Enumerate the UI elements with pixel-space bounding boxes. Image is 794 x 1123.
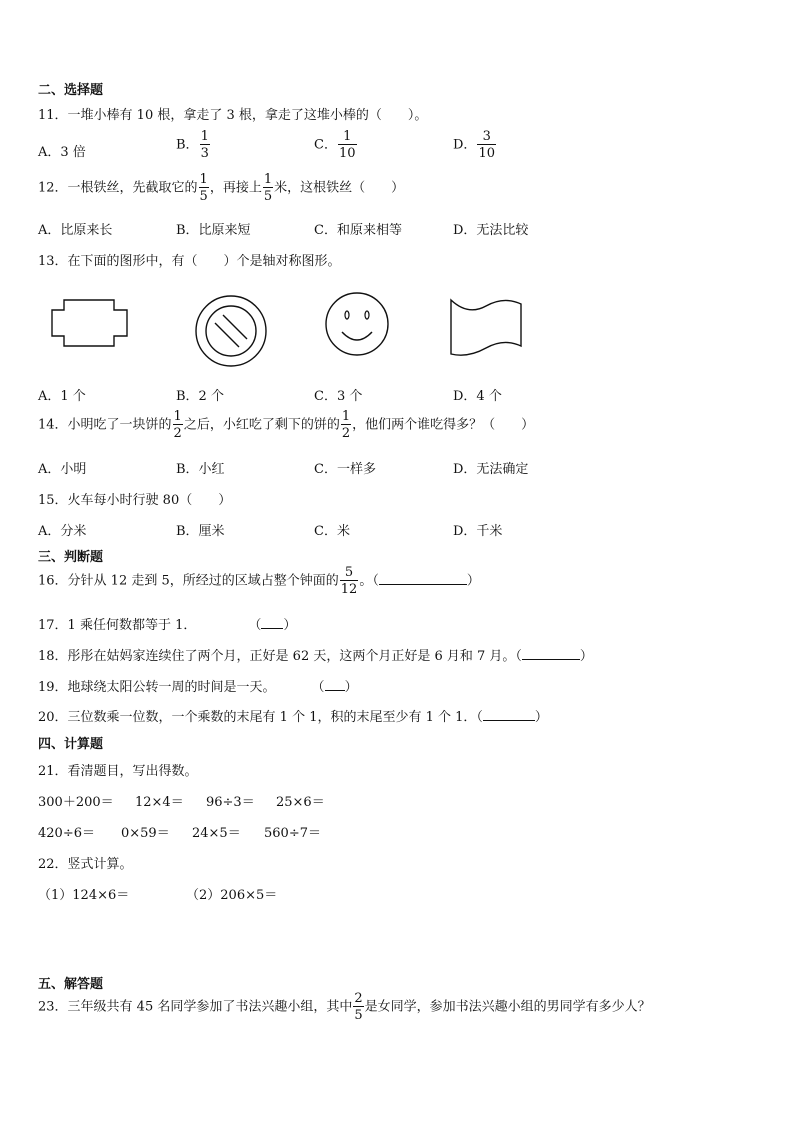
q15-stem: 15．火车每小时行驶 80（ ）	[38, 493, 232, 508]
answer-blank[interactable]	[379, 572, 467, 585]
section-heading-solve: 五、解答题	[38, 977, 104, 992]
q11-option-a: A．3 倍	[38, 145, 86, 160]
q22-stem: 22．竖式计算。	[38, 857, 133, 872]
q14-stem: 14．小明吃了一块饼的 $\frac{1}{2}$ 之后，小红吃了剩下的饼的 $\frac{1}{2}$ ，他们两个谁吃得多？（ ）	[38, 409, 535, 441]
q23-stem: 23．三年级共有 45 名同学参加了书法兴趣小组，其中 $\frac{2}{5}$ 是女同学，参加书法兴趣小组的男同学有多少人？	[38, 991, 651, 1023]
q13-option-c: C．3 个	[314, 389, 363, 404]
q12-option-c: C．和原来相等	[314, 223, 402, 238]
q22-part-2: （2）206×5＝	[186, 888, 278, 903]
q11-option-d: D． $\frac{3}{10}$	[453, 129, 495, 161]
answer-blank[interactable]	[261, 616, 283, 629]
q20-stem: 20．三位数乘一位数，一个乘数的末尾有 1 个 1，积的末尾至少有 1 个 1．（ ）	[38, 710, 548, 725]
calc-item: 420÷6＝	[38, 826, 95, 841]
q13-option-d: D．4 个	[453, 389, 502, 404]
calc-item: 12×4＝	[135, 795, 184, 810]
figure-no-entry-circle	[192, 294, 270, 368]
q12-stem: 12．一根铁丝，先截取它的 $\frac{1}{5}$ ，再接上 $\frac{1}{5}$ 米，这根铁丝（ ）	[38, 172, 405, 204]
calc-item: 0×59＝	[121, 826, 170, 841]
fraction: $\frac{3}{10}$	[478, 129, 495, 161]
fraction: $\frac{1}{2}$	[173, 409, 182, 441]
q22-part-1: （1）124×6＝	[38, 888, 130, 903]
calc-item: 300＋200＝	[38, 795, 114, 810]
q21-stem: 21．看清题目，写出得数。	[38, 764, 198, 779]
q14-option-c: C．一样多	[314, 462, 376, 477]
calc-item: 25×6＝	[276, 795, 325, 810]
section-heading-choice: 二、选择题	[38, 83, 104, 98]
q19-stem: 19．地球绕太阳公转一周的时间是一天。 （ ）	[38, 680, 358, 695]
q12-option-b: B．比原来短	[176, 223, 251, 238]
q14-option-a: A．小明	[38, 462, 87, 477]
q15-option-d: D．千米	[453, 524, 503, 539]
fraction: $\frac{1}{10}$	[338, 129, 356, 161]
q13-stem: 13．在下面的图形中，有（ ）个是轴对称图形。	[38, 254, 341, 269]
q15-option-b: B．厘米	[176, 524, 225, 539]
figure-notched-rectangle	[50, 298, 130, 348]
q15-option-a: A．分米	[38, 524, 87, 539]
q12-option-d: D．无法比较	[453, 223, 529, 238]
answer-blank[interactable]	[522, 647, 580, 660]
q14-option-b: B．小红	[176, 462, 225, 477]
fraction: $\frac{1}{3}$	[200, 129, 209, 161]
answer-blank[interactable]	[483, 708, 535, 721]
section-heading-calc: 四、计算题	[38, 737, 104, 752]
fraction: $\frac{1}{2}$	[341, 409, 351, 441]
q12-option-a: A．比原来长	[38, 223, 113, 238]
q13-option-a: A．1 个	[38, 389, 86, 404]
q11-option-b: B． $\frac{1}{3}$	[176, 129, 209, 161]
q16-stem: 16．分针从 12 走到 5，所经过的区域占整个钟面的 $\frac{5}{12}$ 。（ ）	[38, 565, 480, 597]
q15-option-c: C．米	[314, 524, 350, 539]
q13-option-b: B．2 个	[176, 389, 224, 404]
q18-stem: 18．彤彤在姑妈家连续住了两个月，正好是 62 天，这两个月正好是 6 月和 7 月。（ ）	[38, 649, 593, 664]
calc-item: 96÷3＝	[206, 795, 255, 810]
answer-blank[interactable]	[325, 678, 345, 691]
figure-wavy-flag	[448, 296, 524, 358]
q11-stem: 11．一堆小棒有 10 根，拿走了 3 根，拿走了这堆小棒的（ ）。	[38, 108, 428, 123]
calc-item: 24×5＝	[192, 826, 241, 841]
q11-option-c: C． $\frac{1}{10}$	[314, 129, 356, 161]
q17-stem: 17．1 乘任何数都等于 1． （ ）	[38, 618, 297, 633]
fraction: $\frac{2}{5}$	[354, 991, 363, 1023]
fraction: $\frac{5}{12}$	[340, 565, 358, 597]
calc-item: 560÷7＝	[264, 826, 321, 841]
q14-option-d: D．无法确定	[453, 462, 529, 477]
fraction: $\frac{1}{5}$	[263, 172, 273, 204]
fraction: $\frac{1}{5}$	[199, 172, 208, 204]
figure-smiley-face	[324, 290, 390, 358]
section-heading-judge: 三、判断题	[38, 550, 104, 565]
